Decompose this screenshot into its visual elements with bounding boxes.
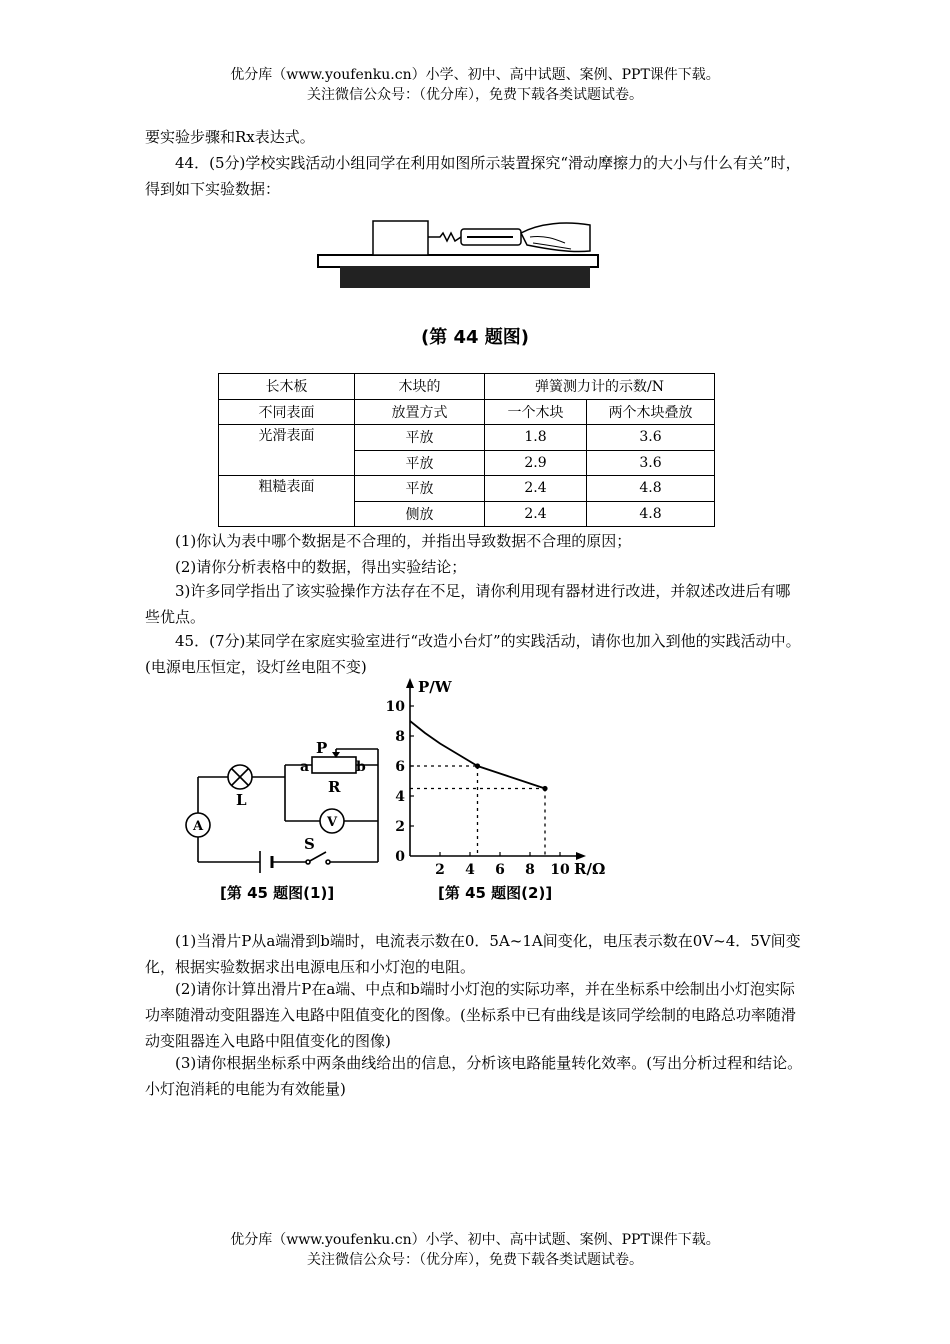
- y-tick-label: 0: [395, 849, 405, 865]
- one-block-cell: 2.4: [485, 501, 587, 527]
- place-cell: 侧放: [355, 501, 485, 527]
- page-footer-line1: 优分库（www.youfenku.cn）小学、初中、高中试题、案例、PPT课件下载。: [230, 1232, 720, 1248]
- graph-caption: [第 45 题图(2)]: [438, 884, 553, 902]
- q43-tail: 要实验步骤和Rx表达式。: [145, 128, 315, 146]
- x-tick-label: 2: [435, 862, 445, 878]
- y-tick-label: 6: [395, 759, 405, 775]
- th-two-blocks: 两个木块叠放: [587, 399, 715, 425]
- place-cell: 平放: [355, 450, 485, 476]
- x-tick-label: 10: [550, 862, 570, 878]
- y-tick-label: 10: [385, 699, 405, 715]
- q44-intro: 44．(5分)学校实践活动小组同学在利用如图所示装置探究“滑动摩擦力的大小与什么有关”时，得到如下实验数据：: [145, 154, 801, 198]
- q45-intro: 45．(7分)某同学在家庭实验室进行“改造小台灯”的实践活动，请你也加入到他的实践活动中。(电源电压恒定，设灯丝电阻不变): [145, 632, 801, 676]
- y-tick-label: 2: [395, 819, 405, 835]
- q45-sub3: (3)请你根据坐标系中两条曲线给出的信息，分析该电路能量转化效率。(写出分析过程和结论。小灯泡消耗的电能为有效能量): [145, 1054, 803, 1098]
- one-block-cell: 2.4: [485, 476, 587, 502]
- th-reading: 弹簧测力计的示数/N: [485, 374, 715, 400]
- place-cell: 平放: [355, 425, 485, 451]
- q45-sub2: (2)请你计算出滑片P在a端、中点和b端时小灯泡的实际功率，并在坐标系中绘制出小灯泡实际功率随滑动变阻器连入电路中阻值变化的图像。(坐标系中已有曲线是该同学绘制的电路总功率随滑动变阻器连入电路中阻值变化的图像): [145, 980, 796, 1050]
- ammeter-label: A: [192, 819, 204, 834]
- q45-sub1: (1)当滑片P从a端滑到b端时，电流表示数在0．5A~1A间变化，电压表示数在0V~4．5V间变化，根据实验数据求出电源电压和小灯泡的电阻。: [145, 932, 801, 976]
- one-block-cell: 1.8: [485, 425, 587, 451]
- data-point: [542, 786, 547, 791]
- y-axis-arrow: [406, 678, 414, 688]
- page-header-line1: 优分库（www.youfenku.cn）小学、初中、高中试题、案例、PPT课件下载。: [230, 67, 720, 83]
- label-r: R: [328, 778, 341, 796]
- y-tick-label: 8: [395, 729, 405, 745]
- data-point: [475, 763, 480, 768]
- q44-figure-caption: (第 44 题图): [420, 327, 530, 348]
- series-line-total-power: [410, 721, 545, 789]
- q44-data-table: [218, 373, 715, 527]
- one-block-cell: 2.9: [485, 450, 587, 476]
- label-s: S: [304, 835, 315, 853]
- q44-sub1: (1)你认为表中哪个数据是不合理的，并指出导致数据不合理的原因；: [175, 532, 632, 550]
- x-axis-arrow: [576, 852, 586, 860]
- th-one-block: 一个木块: [485, 399, 587, 425]
- page-header-line2: 关注微信公众号：（优分库），免费下载各类试题试卷。: [307, 87, 643, 103]
- two-blocks-cell: 4.8: [587, 476, 715, 502]
- x-axis-label: R/Ω: [574, 860, 606, 878]
- circuit-caption: [第 45 题图(1)]: [220, 884, 335, 902]
- page-footer-line2: 关注微信公众号：（优分库），免费下载各类试题试卷。: [307, 1252, 643, 1268]
- th-place-2: 放置方式: [355, 399, 485, 425]
- y-tick-label: 4: [395, 789, 405, 805]
- th-surface-1: 长木板: [219, 374, 355, 400]
- th-place-1: 木块的: [355, 374, 485, 400]
- two-blocks-cell: 3.6: [587, 425, 715, 451]
- table-row: [219, 476, 715, 502]
- table-row: [219, 425, 715, 451]
- label-l: L: [236, 791, 247, 809]
- surface-smooth: 光滑表面: [219, 425, 355, 476]
- two-blocks-cell: 4.8: [587, 501, 715, 527]
- voltmeter-label: V: [326, 815, 338, 830]
- label-a: a: [300, 759, 310, 775]
- q44-apparatus-figure: [315, 215, 605, 295]
- place-cell: 平放: [355, 476, 485, 502]
- q45-circuit-diagram: [180, 735, 395, 910]
- x-tick-label: 4: [465, 862, 475, 878]
- surface-rough: 粗糙表面: [219, 476, 355, 527]
- q44-sub2: (2)请你分析表格中的数据，得出实验结论；: [175, 558, 467, 576]
- x-tick-label: 6: [495, 862, 505, 878]
- x-tick-label: 8: [525, 862, 535, 878]
- label-p: P: [316, 739, 328, 757]
- two-blocks-cell: 3.6: [587, 450, 715, 476]
- q44-sub3: 3)许多同学指出了该实验操作方法存在不足，请你利用现有器材进行改进，并叙述改进后有哪些优点。: [145, 582, 791, 626]
- y-axis-label: P/W: [418, 678, 452, 696]
- label-b: b: [356, 759, 366, 775]
- q45-power-graph: [380, 672, 620, 907]
- th-surface-2: 不同表面: [219, 399, 355, 425]
